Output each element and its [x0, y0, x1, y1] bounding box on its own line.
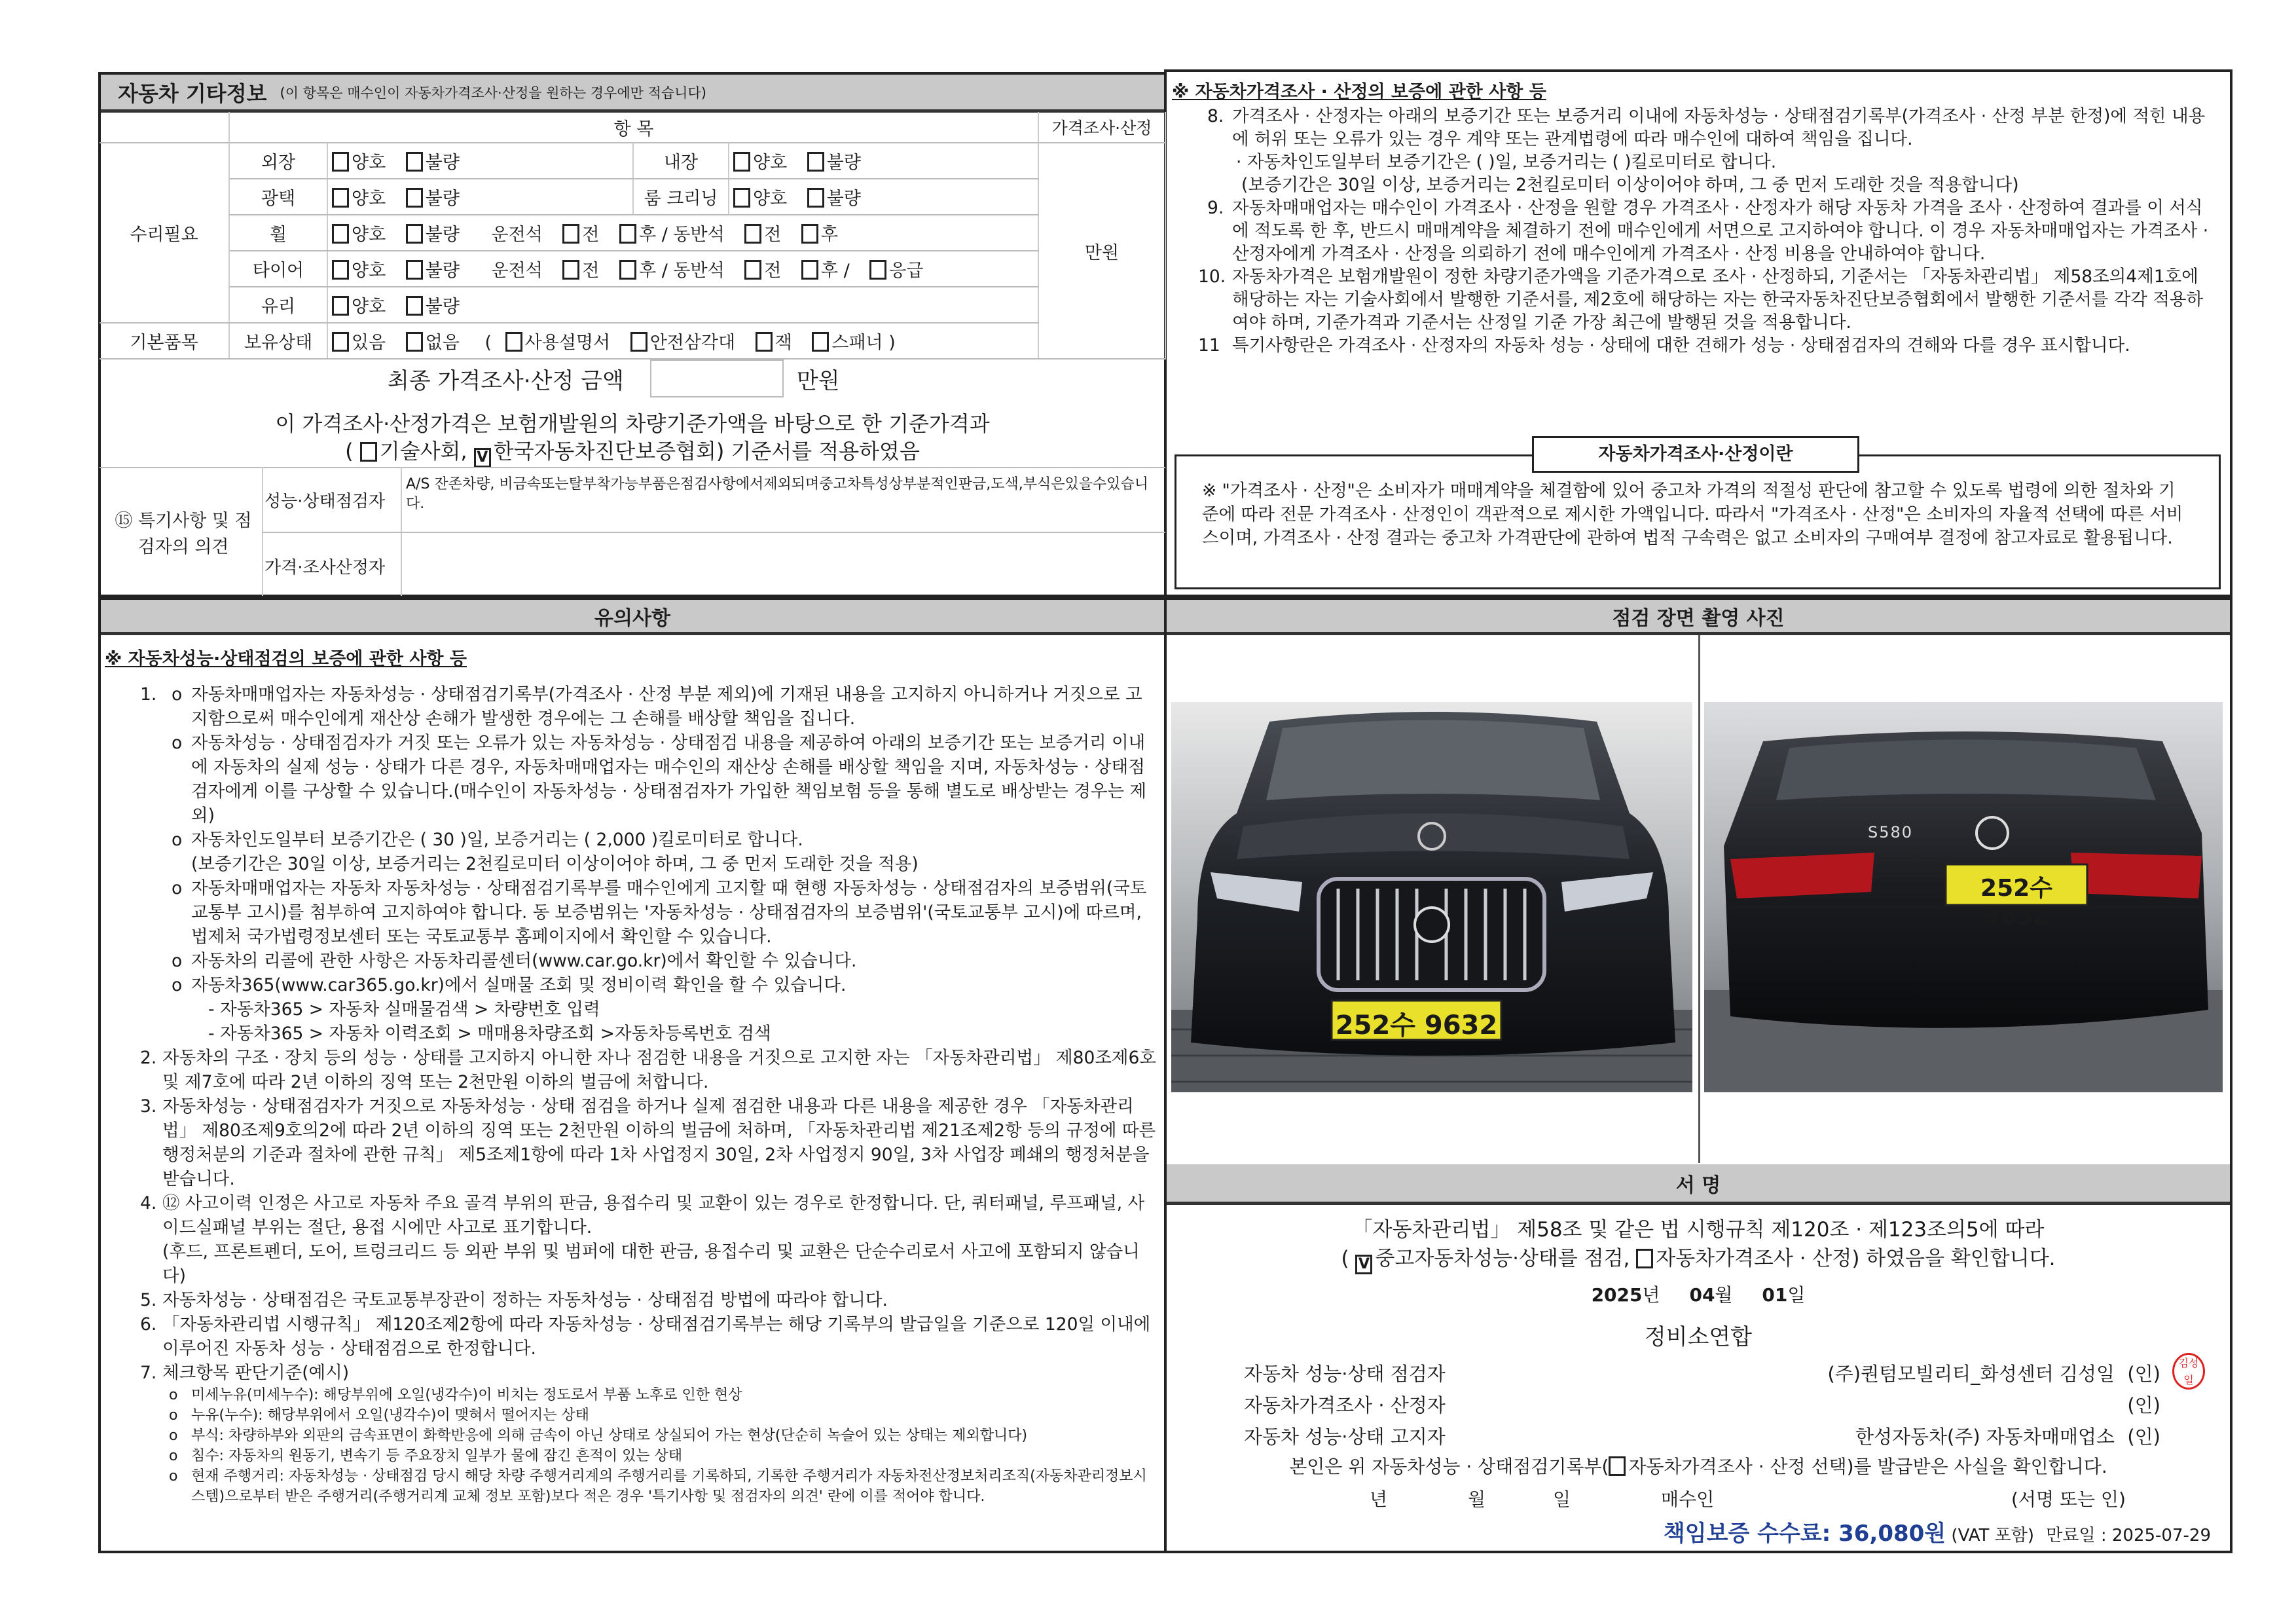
- tire-emergency-checkbox[interactable]: [869, 260, 886, 280]
- buyer-sign-row: 년 월 일 매수인 (서명 또는 인): [1167, 1485, 2230, 1511]
- exterior-bad-checkbox[interactable]: [406, 152, 423, 172]
- tire-passenger-rear-checkbox[interactable]: [801, 260, 818, 280]
- gloss-good-checkbox[interactable]: [332, 188, 349, 208]
- issue-date: 2025년 04월 01일: [1591, 1284, 1806, 1306]
- signer-row-notifier: 자동차 성능·상태 고지자 한성자동차(주) 자동차매매업소 (인): [1244, 1426, 2160, 1448]
- wheel-options: 양호 불량 운전석 전 후 / 동반석 전 후: [327, 215, 1038, 251]
- law-line: 「자동차관리법」 제58조 및 같은 법 시행규칙 제120조 · 제123조의5에 따라: [1352, 1218, 2045, 1242]
- repair-label: 수리필요: [100, 143, 229, 323]
- row-glass-label: 유리: [229, 287, 327, 323]
- interior-good-checkbox[interactable]: [733, 152, 750, 172]
- room-cleaning-bad-checkbox[interactable]: [807, 188, 824, 208]
- exterior-good-checkbox[interactable]: [332, 152, 349, 172]
- row-exterior-label: 외장: [229, 143, 327, 179]
- jack-checkbox[interactable]: [756, 332, 773, 352]
- basic-items-label: 기본품목: [100, 323, 229, 359]
- warranty-item-9: 9. 자동차매매업자는 매수인이 가격조사 · 산정을 원할 경우 가격조사 · 산정자가 해당 자동차 가격을 조사 · 산정하여 결과를 이 서식에 적도록 한 후, 반드시 매매계약을 체결하기 전에 매수인에게 서면으로 고지하여야 합니다. 이 경우 자동차매매업자는 가격조사 · 산정자에게 가격조사 · 산정을 의뢰하기 전에 매수인에게 가격조사 · 산정 비용을 안내하여야 합니다.: [1207, 198, 2209, 264]
- notes-item-4: 4. ⑫ 사고이력 인정은 사고로 자동차 주요 골격 부위의 판금, 용접수리 및 교환이 있는 경우로 한정합니다. 단, 쿼터패널, 루프패널, 사이드실패널 부위는 절단, 용접 시에만 사고로 표기합니다. (후드, 프론트펜더, 도어, 트렁크리드 등 외판 부위 및 범퍼에 대한 판금, 용접수리 및 교환은 단순수리로서 사고에 포함되지 않습니다): [140, 1193, 1145, 1286]
- appraiser-opinion-label: 가격·조사산정자: [264, 558, 386, 578]
- notes-title: ※ 자동차성능·상태점검의 보증에 관한 사항 등: [105, 649, 467, 669]
- wheel-driver-front-checkbox[interactable]: [562, 224, 579, 244]
- final-amount-input[interactable]: [650, 360, 784, 397]
- photos-header: 점검 장면 촬영 사진: [1167, 600, 2230, 635]
- wheel-driver-rear-checkbox[interactable]: [619, 224, 636, 244]
- notes-list: [140, 682, 1158, 1507]
- notes-item-1: 1. o 자동차매매업자는 자동차성능 · 상태점검기록부(가격조사 · 산정 부분 제외)에 기재된 내용을 고지하지 아니하거나 거짓으로 고지함으로써 매수인에게 재산상 손해가 발생한 경우에는 그 손해를 배상할 책임을 집니다. o 자동차성능 · 상태점검자가 거짓 또는 오류가 있는 자동차성능 · 상태점검 내용을 제공하여 아래의 보증기간 또는 보증거리 이내에 자동차의 실제 성능 · 상태가 다른 경우, 자동차매매업자는 매수인의 재산상 손해를 배상할 책임을 지며, 자동차성능 · 상태점검자에게 이를 구상할 수 있습니다.(매수인이 자동차성능 · 상태점검자가 가입한 책임보험 등을 통해 별도로 배상받는 경우는 제외) o 자동차인도일부터 보증기간은 ( 30 )일, 보증거리는 ( 2,000 )킬로미터로 합니다. (보증기간은 30일 이상, 보증거리는 2천킬로미터 이상이어야 하며, 그 중 먼저 도래한 것을 적용) o 자동차매매업자는 자동차 자동차성능 · 상태점검기록부를 매수인에게 고지할 때 현행 자동차성능 · 상태점검자의 보증범위(국토교통부 고시)를 첨부하여 고지하여야 합니다. 동 보증범위는 '자동차성능 · 상태점검자의 보증범위'(국토교통부 고시)에 따르며, 법제처 국가법령정보센터 또는 국토교통부 홈페이지에서 확인할 수 있습니다. o 자동차의 리콜에 관한 사항은 자동차리콜센터(www.car.go.kr)에서 확인할 수 있습니다. o 자동차365(www.car365.go.kr)에서 실매물 조회 및 정비이력 확인을 할 수 있습니다. - 자동차365 > 자동차 실매물검색 > 차량번호 입력 - 자동차365 > 자동차 이력조회 > 매매용차량조회 >자동차등록번호 검색: [140, 684, 1147, 1044]
- price-appraisal-box-text: ※ "가격조사 · 산정"은 소비자가 매매계약을 체결함에 있어 중고차 가격의 적절성 판단에 참고할 수 있도록 법령에 의한 절차와 기준에 따라 전문 가격조사 · 산정인이 객관적으로 제시한 가액입니다. 따라서 "가격조사 · 산정"은 소비자의 자율적 선택에 따른 서비스이며, 가격조사 · 산정 결과는 중고차 가격판단에 관하여 법적 구속력은 없고 소비자의 구매여부 결정에 참고자료로 활용됩니다.: [1202, 481, 2183, 548]
- tire-options: 양호 불량 운전석 전 후 / 동반석 전 후 / 응급: [327, 251, 1038, 287]
- final-amount-label: 최종 가격조사·산정 금액: [388, 367, 624, 394]
- rear-license-plate: 252수 9632: [1980, 875, 2052, 930]
- gloss-bad-checkbox[interactable]: [406, 188, 423, 208]
- price-warranty-list: [1198, 105, 2215, 357]
- tire-bad-checkbox[interactable]: [406, 260, 423, 280]
- warranty-item-8: 8. 가격조사 · 산정자는 아래의 보증기간 또는 보증거리 이내에 자동차성능 · 상태점검기록부(가격조사 · 산정 부분 한정)에 적힌 내용에 허위 또는 오류가 있는 경우 계약 또는 관계법령에 따라 매수인에 대하여 책임을 집니다. · 자동차인도일부터 보증기간은 ( )일, 보증거리는 ( )킬로미터로 합니다. (보증기간은 30일 이상, 보증거리는 2천킬로미터 이상이어야 하며, 그 중 먼저 도래한 것을 적용합니다): [1207, 106, 2206, 195]
- other-info-title: 자동차 기타정보: [118, 81, 267, 106]
- possession-none-checkbox[interactable]: [406, 332, 423, 352]
- tire-passenger-front-checkbox[interactable]: [744, 260, 761, 280]
- notes-item-2: 2. 자동차의 구조 · 장치 등의 성능 · 상태를 고지하지 아니한 자나 점검한 내용을 거짓으로 고지한 자는 「자동차관리법」 제80조제6호 및 제7호에 따라 2년 이하의 징역 또는 2천만원 이하의 벌금에 처합니다.: [140, 1048, 1156, 1092]
- notes-item-6: 6. 「자동차관리법 시행규칙」 제120조제2항에 따라 자동차성능 · 상태점검기록부는 해당 기록부의 발급일을 기준으로 120일 이내에 이루어진 자동차 성능 · 상태점검으로 한정합니다.: [140, 1314, 1151, 1359]
- possession-have-checkbox[interactable]: [332, 332, 349, 352]
- spanner-checkbox[interactable]: [812, 332, 829, 352]
- rear-inspection-photo[interactable]: [1704, 702, 2223, 1092]
- glass-bad-checkbox[interactable]: [406, 296, 423, 316]
- final-amount-row: [100, 359, 1165, 398]
- receipt-confirm-line: 본인은 위 자동차성능 · 상태점검기록부( 자동차가격조사 · 산정 선택)를 발급받은 사실을 확인합니다.: [1289, 1456, 2107, 1477]
- warranty-fee: 책임보증 수수료: 36,080원: [1663, 1521, 1946, 1547]
- organization-name: 정비소연합: [1644, 1324, 1753, 1350]
- row-possession-label: 보유상태: [229, 323, 327, 359]
- interior-options: 양호 불량: [729, 143, 1038, 179]
- glass-good-checkbox[interactable]: [332, 296, 349, 316]
- basis-line-2: ( 기술사회, V 한국자동차진단보증협회) 기준서를 적용하였음: [100, 435, 1165, 468]
- inspector-opinion-label: 성능·상태점검자: [264, 492, 386, 511]
- row-gloss-label: 광택: [229, 179, 327, 215]
- price-warranty-title: ※ 자동차가격조사 · 산정의 보증에 관한 사항 등: [1172, 82, 1546, 102]
- wheel-passenger-rear-checkbox[interactable]: [801, 224, 818, 244]
- wheel-good-checkbox[interactable]: [332, 224, 349, 244]
- signer-row-appraiser: 자동차가격조사 · 산정자 (인): [1244, 1394, 2160, 1416]
- fee-vat-note: (VAT 포함): [1951, 1526, 2034, 1545]
- other-info-header: [101, 75, 1164, 113]
- signature-header: 서 명: [1167, 1164, 2230, 1205]
- fee-line: [1167, 1515, 2211, 1547]
- confirm-line: ( V 중고자동차성능·상태를 점검, 자동차가격조사 · 산정) 하였음을 확인합니다.: [1167, 1242, 2230, 1274]
- notes-item-3: 3. 자동차성능 · 상태점검자가 거짓으로 자동차성능 · 상태 점검을 하거나 실제 점검한 내용과 다른 내용을 제공한 경우 「자동차관리법」 제80조제9호의2에 따라 2년 이하의 징역 또는 2천만원 이하의 벌금에 처하며, 「자동차관리법 제21조제2항 등의 규정에 따른 행정처분의 기준과 절차에 관한 규칙」 제5조제1항에 따라 1차 사업정지 30일, 2차 사업정지 90일, 3차 사업장 폐쇄의 행정처분을 받습니다.: [140, 1096, 1156, 1189]
- expiry-date: 만료일 : 2025-07-29: [2046, 1526, 2211, 1545]
- basis-kada-checkbox[interactable]: V: [474, 448, 491, 468]
- notes-header: 유의사항: [101, 600, 1164, 635]
- recall-center-link: 자동차의 리콜에 관한 사항은 자동차리콜센터(www.car.go.kr)에서 확인할 수 있습니다.: [191, 951, 857, 971]
- rear-badge: S580: [1868, 823, 1914, 841]
- inspector-seal-stamp: 김성일: [2172, 1353, 2205, 1390]
- room-cleaning-options: 양호 불량: [729, 179, 1038, 215]
- basis-line-1: 이 가격조사·산정가격은 보험개발원의 차량기준가액을 바탕으로 한 기준가격과: [275, 411, 990, 436]
- row-room-cleaning-label: 룸 크리닝: [633, 179, 729, 215]
- front-license-plate: 252수 9632: [1335, 1010, 1498, 1041]
- warranty-item-11: 11 특기사항란은 가격조사 · 산정자의 자동차 성능 · 상태에 대한 견해가 성능 · 상태점검자의 견해와 다를 경우 표시합니다.: [1198, 335, 2130, 356]
- price-appraisal-box-title: 자동차가격조사·산정이란: [1532, 436, 1859, 473]
- tire-driver-front-checkbox[interactable]: [562, 260, 579, 280]
- row-interior-label: 내장: [633, 143, 729, 179]
- col-price-header: 가격조사·산정: [1038, 112, 1165, 143]
- warranty-item-10: 10. 자동차가격은 보험개발원이 정한 차량기준가액을 기준가격으로 조사 · 산정하되, 기준서는 「자동차관리법」 제58조의4제1호에 해당하는 자는 기술사회에서 발행한 기준서를, 제2호에 해당하는 자는 한국자동차진단보증협회에서 발행한 기준서를 각각 적용하여야 하며, 기준가격과 기준서는 산정일 기준 가장 최근에 발행된 것을 적용합니다.: [1198, 267, 2204, 333]
- buyer-signature-field[interactable]: (서명 또는 인): [2011, 1488, 2126, 1510]
- receipt-price-appraisal-checkbox[interactable]: [1609, 1456, 1626, 1476]
- notes-item-5: 5. 자동차성능 · 상태점검은 국토교통부장관이 정하는 자동차성능 · 상태점검 방법에 따라야 합니다.: [140, 1290, 888, 1310]
- wheel-bad-checkbox[interactable]: [406, 224, 423, 244]
- used-car-inspection-checkbox[interactable]: V: [1355, 1255, 1372, 1274]
- col-item-header: 항 목: [229, 112, 1038, 143]
- other-info-table: [100, 112, 1166, 360]
- gloss-options: 양호 불량: [327, 179, 633, 215]
- inspector-opinion-text: A/S 잔존차량, 비금속또는탈부착가능부품은점검사항에서제외되며중고차특성상부분적인판금,도색,부식은있을수있습니다.: [406, 476, 1148, 512]
- possession-options: 있음 없음 ( 사용설명서 안전삼각대 잭 스패너 ): [327, 323, 1038, 359]
- final-amount-unit: 만원: [796, 367, 840, 394]
- front-inspection-photo[interactable]: [1171, 702, 1692, 1092]
- price-unit: 만원: [1038, 143, 1165, 359]
- manual-checkbox[interactable]: [505, 332, 522, 352]
- price-appraisal-checkbox[interactable]: [1636, 1249, 1653, 1268]
- signer-row-inspector: 자동차 성능·상태 점검자 (주)퀀텀모빌리티_화성센터 김성일 (인): [1244, 1363, 2160, 1385]
- interior-bad-checkbox[interactable]: [807, 152, 824, 172]
- triangle-checkbox[interactable]: [630, 332, 647, 352]
- wheel-passenger-front-checkbox[interactable]: [744, 224, 761, 244]
- tire-good-checkbox[interactable]: [332, 260, 349, 280]
- glass-options: 양호 불량: [327, 287, 1038, 323]
- other-info-note: (이 항목은 매수인이 자동차가격조사·산정을 원하는 경우에만 적습니다): [280, 84, 706, 101]
- row-tire-label: 타이어: [229, 251, 327, 287]
- exterior-options: 양호 불량: [327, 143, 633, 179]
- notes-item-7: 7. 체크항목 판단기준(예시) o 미세누유(미세누수): 해당부위에 오일(냉각수)이 비치는 정도로서 부품 노후로 인한 현상 o 누유(누수): 해당부위에서 오일(냉각수)이 맺혀서 떨어지는 상태 o 부식: 차량하부와 외판의 금속표면이 화학반응에 의해 금속이 아닌 상태로 상실되어 가는 현상(단순히 녹슬어 있는 상태는 제외합니다) o 침수: 자동차의 원동기, 변속기 등 주요장치 일부가 물에 잠긴 흔적이 있는 상태 o 현재 주행거리: 자동차성능 · 상태점검 당시 해당 차량 주행거리계의 주행거리를 기록하되, 기록한 주행거리가 자동차전산정보처리조직(자동차관리정보시스템)으로부터 받은 주행거리(주행거리계 교체 정보 포함)보다 적은 경우 '특기사항 및 점검자의 의견' 란에 이를 적어야 합니다.: [140, 1363, 1147, 1505]
- row-wheel-label: 휠: [229, 215, 327, 251]
- tire-driver-rear-checkbox[interactable]: [619, 260, 636, 280]
- special-notes-label: ⑮ 특기사항 및 점검자의 의견: [115, 511, 252, 557]
- basis-tech-society-checkbox[interactable]: [360, 442, 377, 462]
- room-cleaning-good-checkbox[interactable]: [733, 188, 750, 208]
